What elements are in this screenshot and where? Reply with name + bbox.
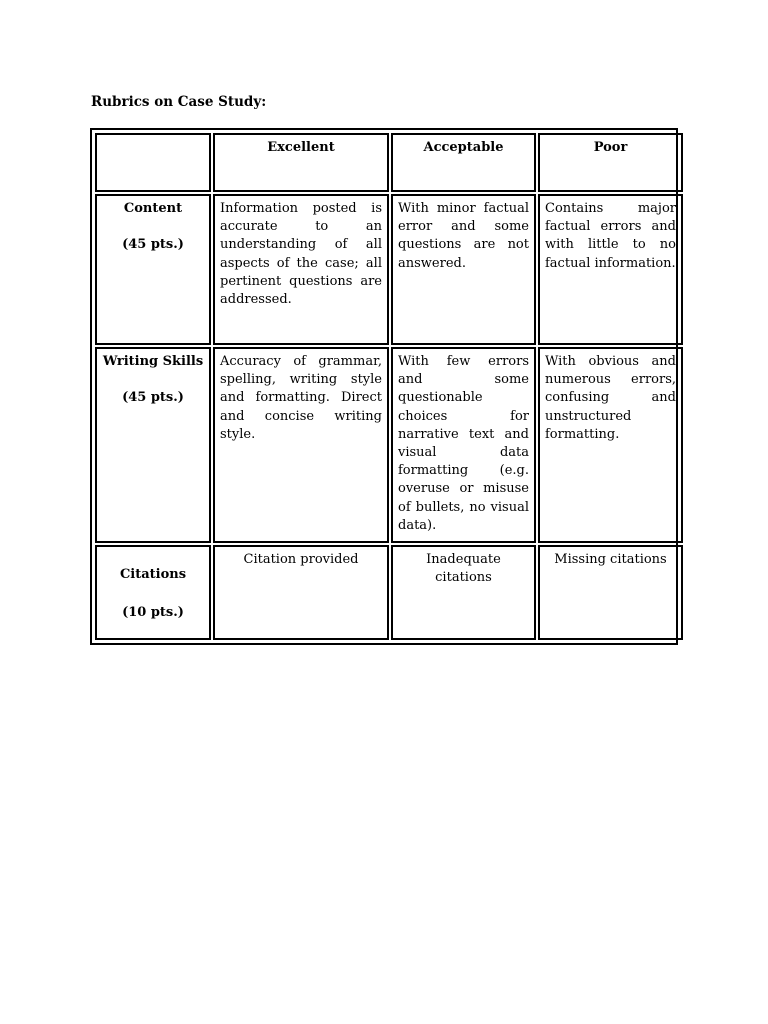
- acceptable-cell: Inadequate citations: [391, 545, 536, 640]
- criterion-points: (45 pts.): [122, 390, 184, 406]
- criterion-points: (10 pts.): [122, 605, 184, 621]
- criterion-cell: [95, 194, 211, 345]
- header-corner-cell: [95, 133, 211, 192]
- criterion-points: (45 pts.): [122, 237, 184, 253]
- header-acceptable: Acceptable: [391, 133, 536, 192]
- table-row: [95, 194, 683, 345]
- header-excellent: Excellent: [213, 133, 389, 192]
- poor-cell: Missing citations: [538, 545, 683, 640]
- criterion-name: Writing Skills: [102, 354, 204, 369]
- criterion-cell: [95, 545, 211, 640]
- acceptable-cell: With minor factual error and some questions are not answered.: [391, 194, 536, 345]
- page-title: Rubrics on Case Study:: [91, 94, 267, 110]
- acceptable-cell: With few errors and some questionable choices for narrative text and visual data formatting (e.g. overuse or misuse of bullets, no visual data).: [391, 347, 536, 543]
- poor-cell: With obvious and numerous errors, confusing and unstructured formatting.: [538, 347, 683, 543]
- rubric-table: [93, 131, 685, 642]
- table-row: [95, 545, 683, 640]
- rubric-table-frame: [90, 128, 678, 645]
- criterion-cell: [95, 347, 211, 543]
- excellent-cell: Information posted is accurate to an understanding of all aspects of the case; all pertinent questions are addressed.: [213, 194, 389, 345]
- excellent-cell: Accuracy of grammar, spelling, writing style and formatting. Direct and concise writing style.: [213, 347, 389, 543]
- criterion-name: Citations: [119, 567, 187, 583]
- criterion-name: Content: [123, 201, 183, 216]
- excellent-cell: Citation provided: [213, 545, 389, 640]
- header-poor: Poor: [538, 133, 683, 192]
- header-row: [95, 133, 683, 192]
- poor-cell: Contains major factual errors and with little to no factual information.: [538, 194, 683, 345]
- table-row: [95, 347, 683, 543]
